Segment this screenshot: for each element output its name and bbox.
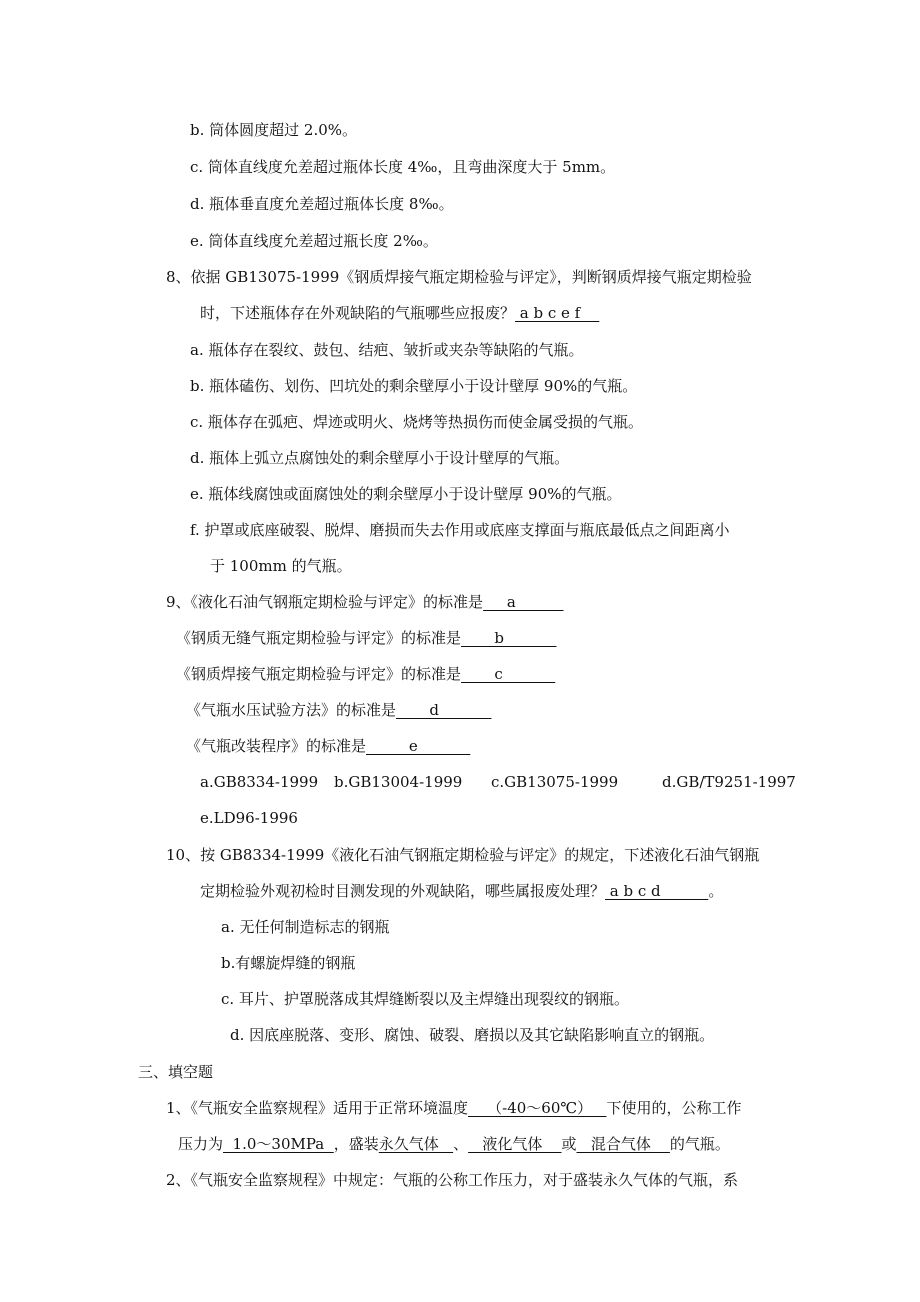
fill-q1-blank-gas-3: 混合气体 [576,1135,670,1153]
q10-answer-blank: a b c d [605,882,709,900]
q9-row-3-blank: c [461,665,556,683]
q8-option-f-cont: 于 100mm 的气瓶。 [210,557,352,575]
q10-stem-line2 [200,880,723,902]
q9-row-4-text: 《气瓶水压试验方法》的标准是 [186,701,397,719]
q9-row-3 [176,663,555,685]
q7-option-b: b. 筒体圆度超过 2.0%。 [190,121,358,139]
fill-q1-text-1: 1、《气瓶安全监察规程》适用于正常环境温度 [166,1099,469,1117]
q9-choice-e: e.LD96-1996 [200,809,298,827]
q9-choice-b: b.GB13004-1999 [334,773,463,791]
fill-q1-blank-pressure: 1.0～30MPa [223,1135,334,1153]
q9-row-5-text: 《气瓶改装程序》的标准是 [186,737,367,755]
q9-row-4 [186,699,491,721]
fill-q1-text-3: 压力为 [178,1135,224,1153]
q9-row-2-text: 《钢质无缝气瓶定期检验与评定》的标准是 [176,629,462,647]
q9-row-1-text: 9、《液化石油气钢瓶定期检验与评定》的标准是 [166,593,484,611]
q10-option-a: a. 无任何制造标志的钢瓶 [221,918,390,936]
q8-stem-line1: 8、依据 GB13075-1999《钢质焊接气瓶定期检验与评定》，判断钢质焊接气瓶定期检验 [166,268,752,286]
q8-option-b: b. 瓶体磕伤、划伤、凹坑处的剩余壁厚小于设计壁厚 90%的气瓶。 [190,377,638,395]
q7-option-e: e. 筒体直线度允差超过瓶长度 2‰。 [190,232,438,250]
fill-q2-line1: 2、《气瓶安全监察规程》中规定：气瓶的公称工作压力，对于盛装永久气体的气瓶，系 [166,1171,739,1189]
q10-option-b: b.有螺旋焊缝的钢瓶 [221,954,356,972]
q10-stem-text: 定期检验外观初检时目测发现的外观缺陷，哪些属报废处理？ [200,882,606,900]
q8-option-f: f. 护罩或底座破裂、脱焊、磨损而失去作用或底座支撑面与瓶底最低点之间距离小 [190,521,730,539]
q8-stem-line2 [200,302,599,324]
q9-choice-c: c.GB13075-1999 [491,773,619,791]
q7-option-d: d. 瓶体垂直度允差超过瓶体长度 8‰。 [190,195,454,213]
fill-q1-blank-gas-2: 液化气体 [468,1135,562,1153]
q8-answer-blank: a b c e f [515,304,600,322]
fill-q1-text-7: 的气瓶。 [669,1135,730,1153]
q9-row-2 [176,627,556,649]
q10-stem-end: 。 [708,882,724,900]
q9-choice-a: a.GB8334-1999 [200,773,319,791]
q9-row-2-blank: b [461,629,557,647]
fill-q1-text-4: ，盛装 [333,1135,379,1153]
fill-q1-line1 [166,1097,741,1119]
q9-row-3-text: 《钢质焊接气瓶定期检验与评定》的标准是 [176,665,462,683]
q8-stem-text: 时，下述瓶体存在外观缺陷的气瓶哪些应报废？ [200,304,516,322]
q10-option-d: d. 因底座脱落、变形、腐蚀、破裂、磨损以及其它缺陷影响直立的钢瓶。 [230,1026,715,1044]
q7-option-c: c. 筒体直线度允差超过瓶体长度 4‰，且弯曲深度大于 5mm。 [190,158,616,176]
fill-q1-text-5: 、 [453,1135,469,1153]
fill-q1-text-2: 下使用的，公称工作 [606,1099,742,1117]
q8-option-d: d. 瓶体上弧立点腐蚀处的剩余壁厚小于设计壁厚的气瓶。 [190,449,570,467]
q9-row-1 [166,591,564,613]
q9-row-4-blank: d [396,701,492,719]
fill-q1-blank-gas-1: 永久气体 [378,1135,454,1153]
fill-q1-text-6: 或 [561,1135,577,1153]
q9-row-5 [186,735,470,757]
q8-option-c: c. 瓶体存在弧疤、焊迹或明火、烧烤等热损伤而使金属受损的气瓶。 [190,413,643,431]
section-3-heading: 三、填空题 [138,1063,214,1081]
q10-stem-line1: 10、按 GB8334-1999《液化石油气钢瓶定期检验与评定》的规定，下述液化石油气钢瓶 [166,846,760,864]
q9-row-1-blank: a [483,593,564,611]
q9-choice-d: d.GB/T9251-1997 [662,773,796,791]
q8-option-a: a. 瓶体存在裂纹、鼓包、结疤、皱折或夹杂等缺陷的气瓶。 [190,341,584,359]
q8-option-e: e. 瓶体线腐蚀或面腐蚀处的剩余壁厚小于设计壁厚 90%的气瓶。 [190,485,622,503]
q10-option-c: c. 耳片、护罩脱落成其焊缝断裂以及主焊缝出现裂纹的钢瓶。 [221,990,629,1008]
q9-row-5-blank: e [366,737,471,755]
fill-q1-line2 [178,1133,730,1155]
fill-q1-blank-temperature: （-40～60℃） [468,1099,607,1117]
